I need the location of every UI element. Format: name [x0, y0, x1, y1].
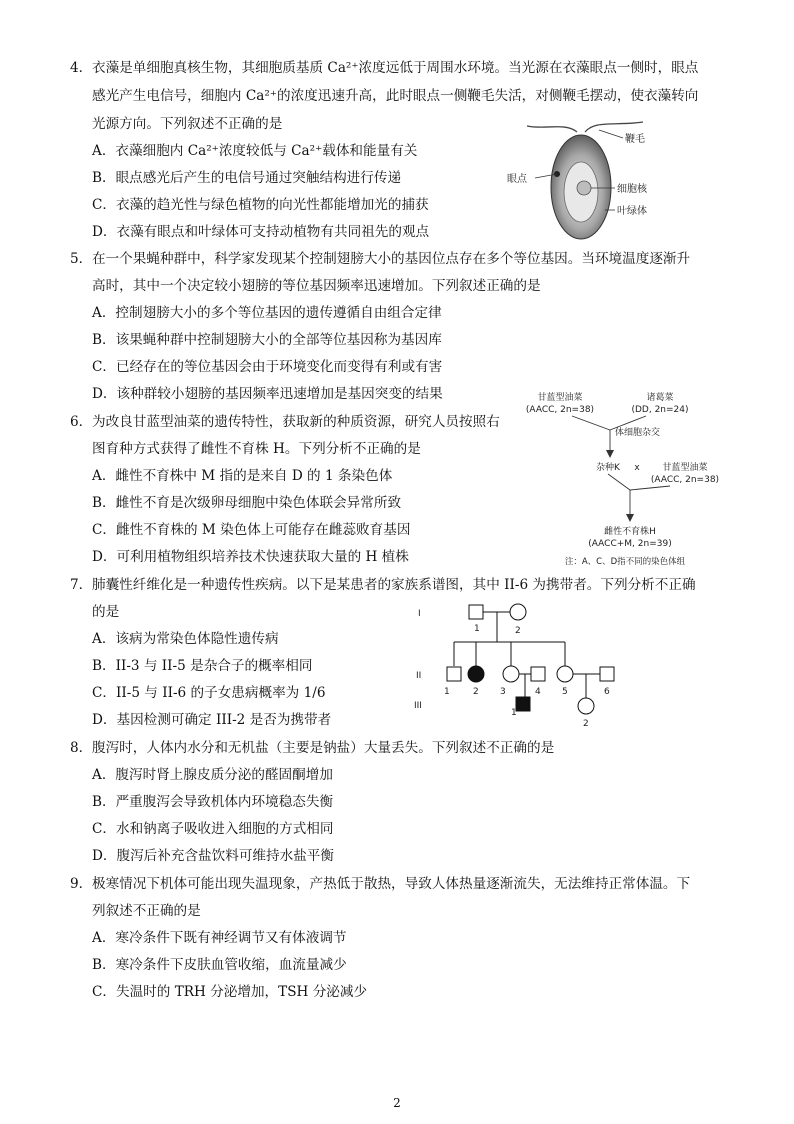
q9-stem-text-1: 极寒情况下机体可能出现失温现象，产热低于散热，导致人体热量逐渐流失，无法维持正常体温。下	[92, 876, 691, 892]
q4-option-c: C．衣藻的趋光性与绿色植物的向光性都能增加光的捕获	[92, 197, 429, 213]
II-6-male	[600, 667, 614, 681]
q9-stem-line-2: 列叙述不正确的是	[92, 903, 201, 919]
q5-number: 5．	[70, 251, 93, 267]
figure-note: 注：A、C、D指不同的染色体组	[564, 557, 686, 567]
q4-number: 4．	[70, 60, 93, 76]
q7-stem-line-2: 的是	[92, 604, 120, 620]
II-1-male	[447, 667, 461, 681]
II-3-female	[503, 666, 519, 682]
flagellum-left	[527, 126, 577, 132]
q8-option-c: C．水和钠离子吸收进入细胞的方式相同	[92, 821, 334, 837]
q4-stem-text-1: 衣藻是单细胞真核生物，其细胞质基质 Ca²⁺浓度远低于周围水环境。当光源在衣藻眼点一侧时，眼点	[92, 60, 699, 76]
q5-option-b: B．该果蝇种群中控制翅膀大小的全部等位基因称为基因库	[92, 332, 442, 348]
q8-option-a: A．腹泻时肾上腺皮质分泌的醛固酮增加	[92, 767, 333, 783]
hybrid-label: 杂种K	[596, 463, 620, 473]
q4-stem-line-3: 光源方向。下列叙述不正确的是	[92, 116, 283, 132]
breeding-scheme-figure	[520, 388, 740, 570]
arrow-head-2	[626, 514, 634, 522]
q8-stem-text-1: 腹泻时，人体内水分和无机盐（主要是钠盐）大量丢失。下列叙述不正确的是	[92, 740, 555, 756]
q9-option-a: A．寒冷条件下既有神经调节又有体液调节	[92, 930, 347, 946]
III-2-female	[578, 698, 594, 714]
arrow-head-1	[606, 450, 614, 458]
II-5-number: 5	[562, 687, 568, 697]
q9-option-c: C．失温时的 TRH 分泌增加，TSH 分泌减少	[92, 984, 368, 1000]
q6-stem-line-1	[70, 416, 500, 430]
q6-option-a: A．雌性不育株中 M 指的是来自 D 的 1 条染色体	[92, 468, 393, 484]
II-4-male	[531, 667, 545, 681]
q4-option-d: D．衣藻有眼点和叶绿体可支持动植物有共同祖先的观点	[92, 224, 430, 240]
label-chloroplast: 叶绿体	[617, 206, 647, 217]
q7-stem-text-1: 肺囊性纤维化是一种遗传性疾病。以下是某患者的家族系谱图，其中 II-6 为携带者。下列分析不正确	[92, 577, 696, 593]
I-1-male	[469, 605, 483, 619]
label-eyespot: 眼点	[507, 174, 527, 185]
page-number: 2	[393, 1096, 401, 1110]
III-1-affected-male	[516, 697, 530, 711]
q5-stem-text-1: 在一个果蝇种群中，科学家发现某个控制翅膀大小的基因位点存在多个等位基因。当环境温度逐渐升	[92, 251, 691, 267]
q7-stem-line-1	[70, 579, 696, 593]
q7-number: 7．	[70, 577, 93, 593]
q5-stem-line-1	[70, 253, 690, 267]
q4-stem-line-2: 感光产生电信号，细胞内 Ca²⁺的浓度迅速升高，此时眼点一侧鞭毛失活，对侧鞭毛摆动，使衣藻转向	[92, 88, 699, 104]
II-3-number: 3	[500, 687, 506, 697]
chlamydomonas-figure	[505, 112, 685, 262]
parent2-genome: (DD, 2n=24)	[631, 405, 689, 415]
gen-II: II	[416, 671, 422, 681]
q6-stem-text-1: 为改良甘蓝型油菜的遗传特性，获取新的种质资源，研究人员按照右	[92, 414, 500, 430]
q8-option-d: D．腹泻后补充含盐饮料可维持水盐平衡	[92, 848, 334, 864]
q4-stem-line-1	[70, 62, 698, 76]
q5-option-c: C．已经存在的等位基因会由于环境变化而变得有利或有害	[92, 359, 443, 375]
II-4-number: 4	[535, 687, 541, 697]
nucleus	[577, 181, 591, 195]
parent2-name: 诸葛菜	[646, 393, 674, 403]
q8-option-b: B．严重腹泻会导致机体内环境稳态失衡	[92, 794, 334, 810]
q6-stem-line-2: 图育种方式获得了雌性不育株 H。下列分析不正确的是	[92, 441, 421, 457]
II-5-female	[557, 666, 573, 682]
flagellum-right	[585, 122, 643, 132]
result-genome: (AACC+M, 2n=39)	[588, 539, 672, 549]
q5-option-a: A．控制翅膀大小的多个等位基因的遗传遵循自由组合定律	[92, 305, 442, 321]
III-1-number: 1	[511, 708, 517, 718]
q5-option-d: D．该种群较小翅膀的基因频率迅速增加是基因突变的结果	[92, 386, 443, 402]
result-name: 雌性不育株H	[604, 527, 656, 537]
q7-option-c: C．II-5 与 II-6 的子女患病概率为 1/6	[92, 685, 326, 701]
q9-option-b: B．寒冷条件下皮肤血管收缩，血流量减少	[92, 957, 347, 973]
label-flagellum: 鞭毛	[625, 134, 645, 145]
I-2-number: 2	[515, 626, 521, 636]
II-6-number: 6	[604, 687, 610, 697]
III-2-number: 2	[583, 719, 589, 729]
q9-number: 9．	[70, 876, 93, 892]
method-label: 体细胞杂交	[615, 428, 661, 438]
q4-option-b: B．眼点感光后产生的电信号通过突触结构进行传递	[92, 170, 402, 186]
q8-number: 8．	[70, 740, 93, 756]
label-nucleus: 细胞核	[617, 184, 647, 195]
backcross-name: 甘蓝型油菜	[662, 463, 708, 473]
backcross-genome: (AACC, 2n=38)	[650, 475, 720, 485]
II-2-affected-female	[468, 666, 484, 682]
II-1-number: 1	[444, 687, 450, 697]
I-2-female	[510, 604, 526, 620]
q7-option-b: B．II-3 与 II-5 是杂合子的概率相同	[92, 658, 313, 674]
gen-III: III	[414, 701, 422, 711]
parent1-name: 甘蓝型油菜	[537, 393, 583, 403]
pedigree-figure	[412, 602, 622, 727]
I-1-number: 1	[474, 624, 480, 634]
q9-stem-line-1	[70, 878, 690, 892]
q4-option-a: A．衣藻细胞内 Ca²⁺浓度较低与 Ca²⁺载体和能量有关	[92, 143, 418, 159]
q7-option-d: D．基因检测可确定 III-2 是否为携带者	[92, 712, 332, 728]
q7-option-a: A．该病为常染色体隐性遗传病	[92, 631, 279, 647]
q6-option-c: C．雌性不育株的 M 染色体上可能存在雌蕊败育基因	[92, 522, 411, 538]
q5-stem-line-2: 高时，其中一个决定较小翅膀的等位基因频率迅速增加。下列叙述正确的是	[92, 278, 541, 294]
parent1-genome: (AACC, 2n=38)	[525, 405, 595, 415]
cross-symbol: x	[634, 463, 640, 473]
II-2-number: 2	[473, 687, 479, 697]
q6-number: 6．	[70, 414, 93, 430]
q8-stem-line-1	[70, 742, 554, 756]
q6-option-b: B．雌性不育是次级卵母细胞中染色体联会异常所致	[92, 495, 402, 511]
gen-I: I	[418, 609, 421, 619]
q6-option-d: D．可利用植物组织培养技术快速获取大量的 H 植株	[92, 549, 409, 565]
